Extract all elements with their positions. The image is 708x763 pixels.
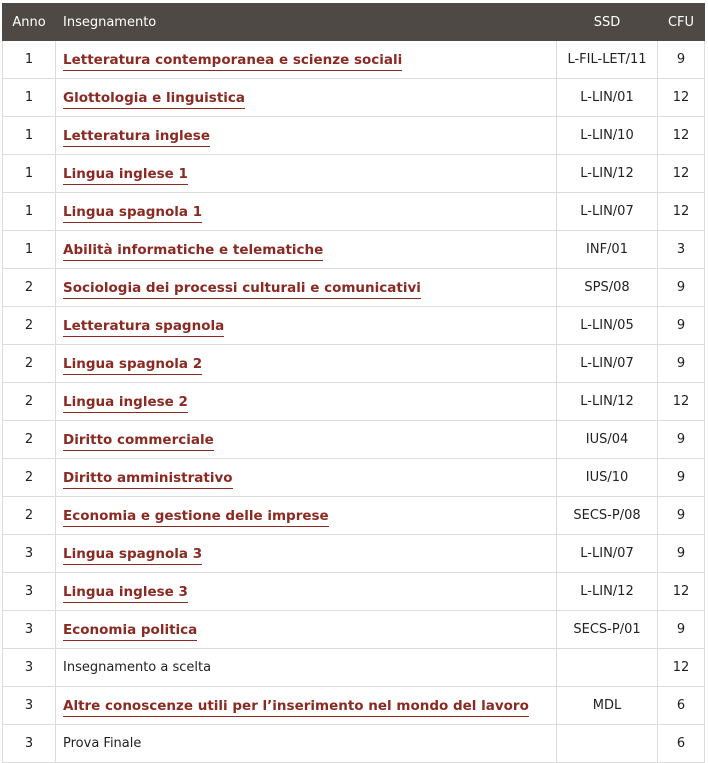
cell-insegnamento xyxy=(56,459,557,497)
cell-anno: 3 xyxy=(3,687,56,725)
cell-anno: 1 xyxy=(3,155,56,193)
cell-ssd xyxy=(557,649,658,687)
cell-insegnamento xyxy=(56,383,557,421)
header-anno: Anno xyxy=(3,4,56,41)
cell-cfu: 9 xyxy=(658,345,705,383)
cell-insegnamento xyxy=(56,725,557,763)
header-cfu: CFU xyxy=(658,4,705,41)
cell-cfu: 12 xyxy=(658,573,705,611)
cell-insegnamento xyxy=(56,155,557,193)
header-row xyxy=(3,4,705,41)
cell-anno: 2 xyxy=(3,497,56,535)
table-row xyxy=(3,345,705,383)
course-link[interactable]: Glottologia e linguistica xyxy=(63,90,245,109)
cell-cfu: 12 xyxy=(658,383,705,421)
course-link[interactable]: Letteratura spagnola xyxy=(63,318,224,337)
header-insegnamento: Insegnamento xyxy=(56,4,557,41)
course-link[interactable]: Lingua spagnola 1 xyxy=(63,204,202,223)
course-link[interactable]: Letteratura contemporanea e scienze sociali xyxy=(63,52,402,71)
cell-ssd: L-LIN/12 xyxy=(557,155,658,193)
cell-anno: 3 xyxy=(3,573,56,611)
cell-cfu: 9 xyxy=(658,307,705,345)
cell-insegnamento xyxy=(56,117,557,155)
cell-cfu: 3 xyxy=(658,231,705,269)
course-link[interactable]: Altre conoscenze utili per l’inserimento nel mondo del lavoro xyxy=(63,698,529,717)
cell-anno: 2 xyxy=(3,383,56,421)
course-title: Prova Finale xyxy=(63,736,142,751)
course-link[interactable]: Diritto amministrativo xyxy=(63,470,233,489)
cell-ssd: L-LIN/12 xyxy=(557,573,658,611)
table-row xyxy=(3,79,705,117)
course-title: Insegnamento a scelta xyxy=(63,660,212,675)
cell-anno: 2 xyxy=(3,421,56,459)
cell-anno: 3 xyxy=(3,725,56,763)
cell-insegnamento xyxy=(56,535,557,573)
cell-insegnamento xyxy=(56,269,557,307)
cell-anno: 3 xyxy=(3,535,56,573)
table-row xyxy=(3,535,705,573)
cell-anno: 2 xyxy=(3,269,56,307)
cell-insegnamento xyxy=(56,41,557,79)
cell-cfu: 9 xyxy=(658,269,705,307)
table-row xyxy=(3,725,705,763)
course-link[interactable]: Lingua inglese 1 xyxy=(63,166,188,185)
cell-ssd: L-FIL-LET/11 xyxy=(557,41,658,79)
cell-anno: 1 xyxy=(3,193,56,231)
table-row xyxy=(3,193,705,231)
cell-insegnamento xyxy=(56,687,557,725)
cell-cfu: 6 xyxy=(658,687,705,725)
course-link[interactable]: Economia politica xyxy=(63,622,197,641)
course-link[interactable]: Lingua spagnola 3 xyxy=(63,546,202,565)
course-link[interactable]: Lingua inglese 3 xyxy=(63,584,188,603)
cell-ssd: SECS-P/08 xyxy=(557,497,658,535)
cell-insegnamento xyxy=(56,79,557,117)
table-body xyxy=(3,41,705,763)
course-link[interactable]: Sociologia dei processi culturali e comunicativi xyxy=(63,280,421,299)
cell-ssd xyxy=(557,725,658,763)
cell-insegnamento xyxy=(56,231,557,269)
cell-insegnamento xyxy=(56,497,557,535)
course-link[interactable]: Letteratura inglese xyxy=(63,128,210,147)
cell-anno: 2 xyxy=(3,307,56,345)
cell-ssd: INF/01 xyxy=(557,231,658,269)
course-link[interactable]: Lingua spagnola 2 xyxy=(63,356,202,375)
cell-insegnamento xyxy=(56,421,557,459)
cell-anno: 1 xyxy=(3,41,56,79)
table-row xyxy=(3,231,705,269)
cell-cfu: 9 xyxy=(658,421,705,459)
cell-ssd: L-LIN/05 xyxy=(557,307,658,345)
cell-cfu: 9 xyxy=(658,611,705,649)
cell-ssd: SPS/08 xyxy=(557,269,658,307)
cell-ssd: SECS-P/01 xyxy=(557,611,658,649)
cell-insegnamento xyxy=(56,307,557,345)
table-row xyxy=(3,573,705,611)
cell-ssd: L-LIN/07 xyxy=(557,345,658,383)
cell-cfu: 6 xyxy=(658,725,705,763)
cell-cfu: 12 xyxy=(658,193,705,231)
table-row xyxy=(3,307,705,345)
cell-cfu: 12 xyxy=(658,79,705,117)
course-link[interactable]: Abilità informatiche e telematiche xyxy=(63,242,323,261)
cell-anno: 1 xyxy=(3,117,56,155)
cell-anno: 3 xyxy=(3,611,56,649)
cell-ssd: L-LIN/12 xyxy=(557,383,658,421)
table-row xyxy=(3,383,705,421)
table-row xyxy=(3,611,705,649)
table-row xyxy=(3,155,705,193)
course-link[interactable]: Diritto commerciale xyxy=(63,432,214,451)
cell-ssd: L-LIN/07 xyxy=(557,193,658,231)
table-row xyxy=(3,649,705,687)
table-row xyxy=(3,459,705,497)
course-link[interactable]: Economia e gestione delle imprese xyxy=(63,508,329,527)
table-row xyxy=(3,41,705,79)
cell-ssd: L-LIN/01 xyxy=(557,79,658,117)
cell-cfu: 9 xyxy=(658,497,705,535)
cell-anno: 1 xyxy=(3,79,56,117)
header-ssd: SSD xyxy=(557,4,658,41)
cell-anno: 1 xyxy=(3,231,56,269)
cell-insegnamento xyxy=(56,193,557,231)
cell-ssd: IUS/04 xyxy=(557,421,658,459)
cell-insegnamento xyxy=(56,345,557,383)
cell-anno: 2 xyxy=(3,345,56,383)
table-header xyxy=(3,4,705,41)
cell-cfu: 12 xyxy=(658,649,705,687)
cell-insegnamento xyxy=(56,649,557,687)
cell-ssd: IUS/10 xyxy=(557,459,658,497)
table-row xyxy=(3,117,705,155)
cell-cfu: 9 xyxy=(658,459,705,497)
table-row xyxy=(3,269,705,307)
table-row xyxy=(3,687,705,725)
cell-cfu: 9 xyxy=(658,41,705,79)
table-row xyxy=(3,421,705,459)
cell-insegnamento xyxy=(56,611,557,649)
cell-ssd: L-LIN/10 xyxy=(557,117,658,155)
cell-cfu: 12 xyxy=(658,117,705,155)
cell-anno: 3 xyxy=(3,649,56,687)
course-link[interactable]: Lingua inglese 2 xyxy=(63,394,188,413)
cell-ssd: MDL xyxy=(557,687,658,725)
cell-ssd: L-LIN/07 xyxy=(557,535,658,573)
cell-cfu: 12 xyxy=(658,155,705,193)
cell-insegnamento xyxy=(56,573,557,611)
table-row xyxy=(3,497,705,535)
cell-anno: 2 xyxy=(3,459,56,497)
cell-cfu: 9 xyxy=(658,535,705,573)
courses-table xyxy=(2,3,705,763)
